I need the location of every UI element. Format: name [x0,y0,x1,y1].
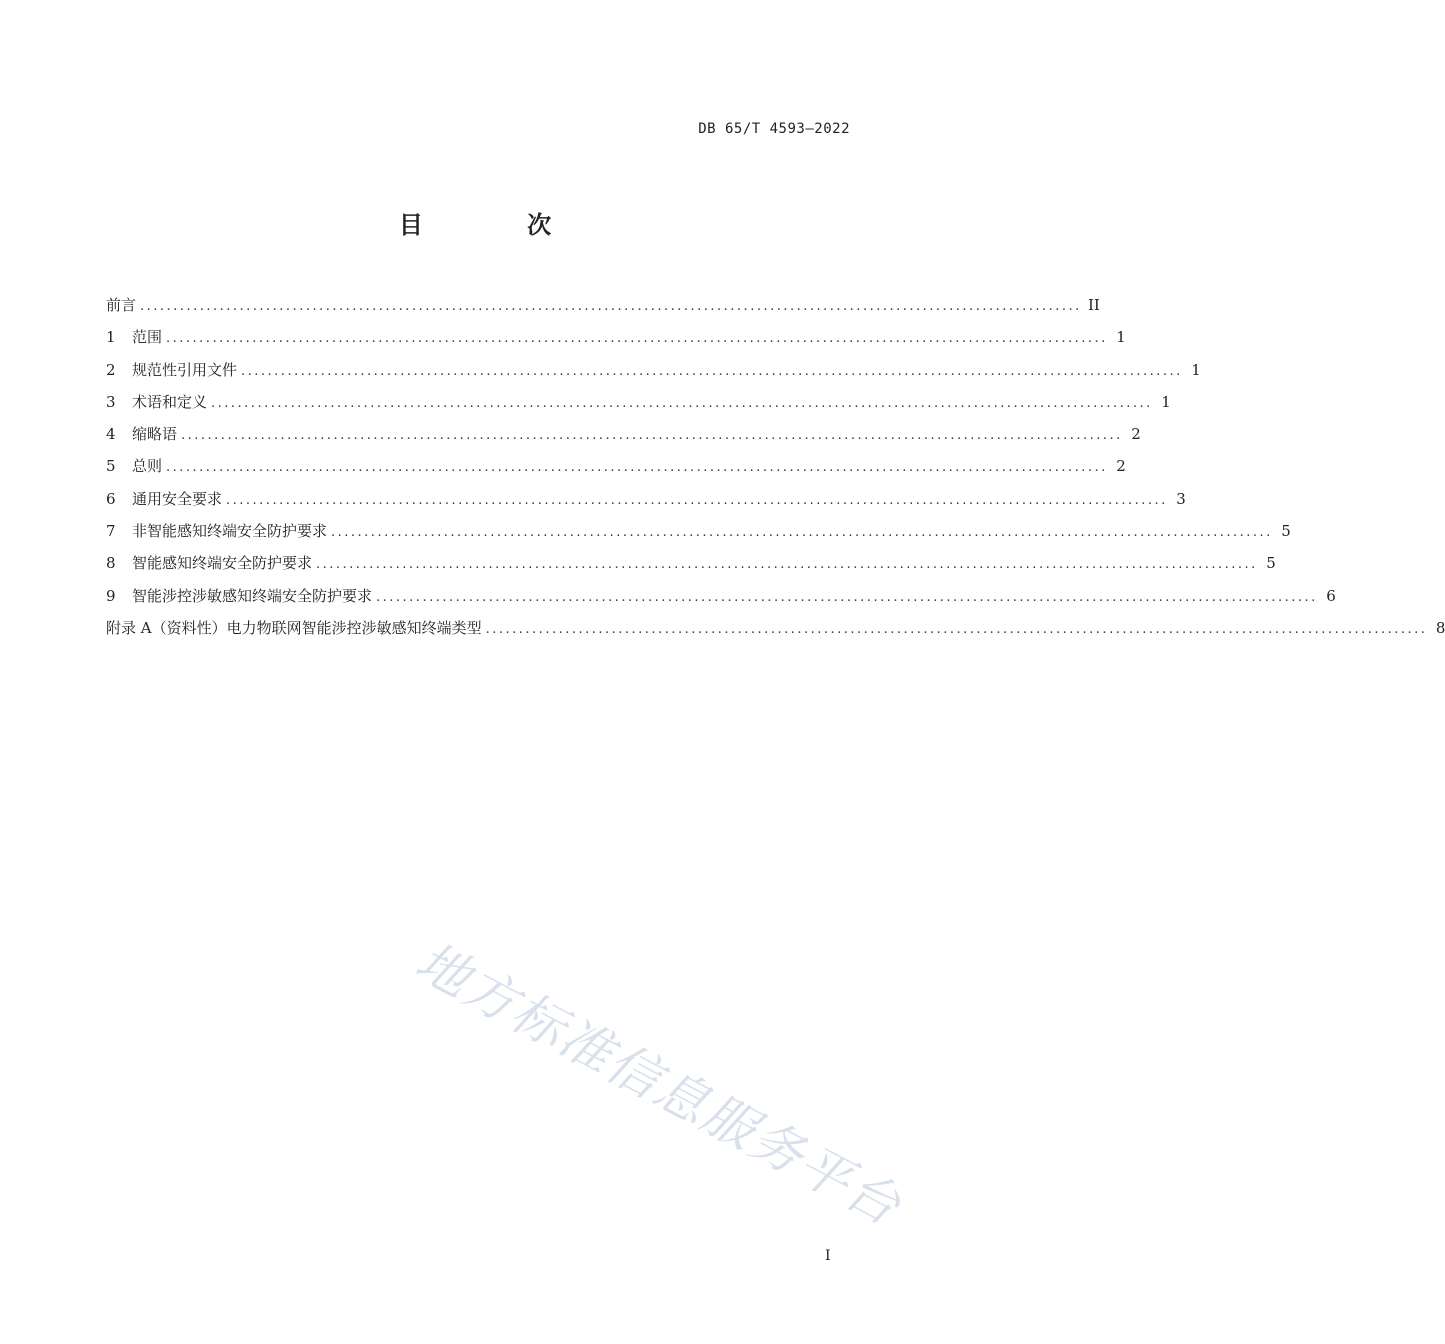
toc-leader: .............................................................................................................................................. [226,492,1168,508]
toc-label: 术语和定义 [132,392,208,411]
watermark: 地方标准信息服务平台 [405,931,911,1238]
toc-label: 智能涉控涉敏感知终端安全防护要求 [132,586,373,605]
toc-entry-foreword[interactable] [106,293,1100,325]
toc-leader: .............................................................................................................................................. [166,331,1108,347]
toc-label: 规范性引用文件 [132,360,238,379]
toc-number: 9 [106,586,116,605]
toc-page: 2 [1131,425,1141,444]
toc-number: 3 [106,392,116,411]
toc-entry-1[interactable] [106,325,1126,357]
toc-number: 2 [106,360,116,379]
toc-label: 非智能感知终端安全防护要求 [132,522,328,541]
toc-number: 7 [106,522,116,541]
table-of-contents [106,293,1445,648]
toc-number: 6 [106,489,116,508]
page-title: 目 次 [398,211,600,239]
toc-entry-2[interactable] [106,358,1201,390]
toc-label: 电力物联网智能涉控涉敏感知终端类型 [226,618,482,637]
toc-entry-4[interactable] [106,422,1141,454]
toc-leader: .............................................................................................................................................. [331,525,1273,541]
toc-entry-3[interactable] [106,390,1171,422]
toc-page: 5 [1266,554,1276,573]
toc-label: 总则 [132,457,163,476]
toc-label: 缩略语 [132,425,178,444]
toc-page: 3 [1176,489,1186,508]
toc-entry-9[interactable] [106,584,1336,616]
toc-number: 1 [106,328,116,347]
toc-page: 2 [1116,457,1126,476]
appendix-prefix: 附录 A（资料性） [106,618,227,637]
toc-entry-5[interactable] [106,454,1126,486]
toc-label: 范围 [132,328,163,347]
toc-leader: .............................................................................................................................................. [241,363,1183,379]
toc-entry-7[interactable] [106,519,1291,551]
toc-number: 5 [106,457,116,476]
toc-leader: .............................................................................................................................................. [485,621,1428,637]
toc-page: 5 [1281,522,1291,541]
toc-leader: .............................................................................................................................................. [376,589,1318,605]
toc-leader: .............................................................................................................................................. [211,395,1153,411]
toc-page: 1 [1116,328,1126,347]
toc-page: 1 [1161,392,1171,411]
toc-page: 1 [1191,360,1201,379]
toc-entry-6[interactable] [106,487,1186,519]
toc-page: II [1087,296,1100,314]
toc-leader: .............................................................................................................................................. [181,428,1123,444]
toc-leader: .............................................................................................................................................. [166,460,1108,476]
toc-leader: .............................................................................................................................................. [316,557,1258,573]
toc-number: 8 [106,554,116,573]
toc-label: 前言 [106,296,137,314]
toc-label: 通用安全要求 [132,489,223,508]
toc-entry-appendix-a[interactable] [106,616,1445,648]
page-number: I [825,1248,831,1264]
standard-code: DB 65/T 4593—2022 [698,121,850,137]
toc-entry-8[interactable] [106,551,1276,583]
toc-page: 6 [1326,586,1336,605]
toc-leader: .............................................................................................................................................. [140,299,1082,314]
toc-label: 智能感知终端安全防护要求 [132,554,313,573]
toc-page: 8 [1435,618,1445,637]
toc-number: 4 [106,425,116,444]
